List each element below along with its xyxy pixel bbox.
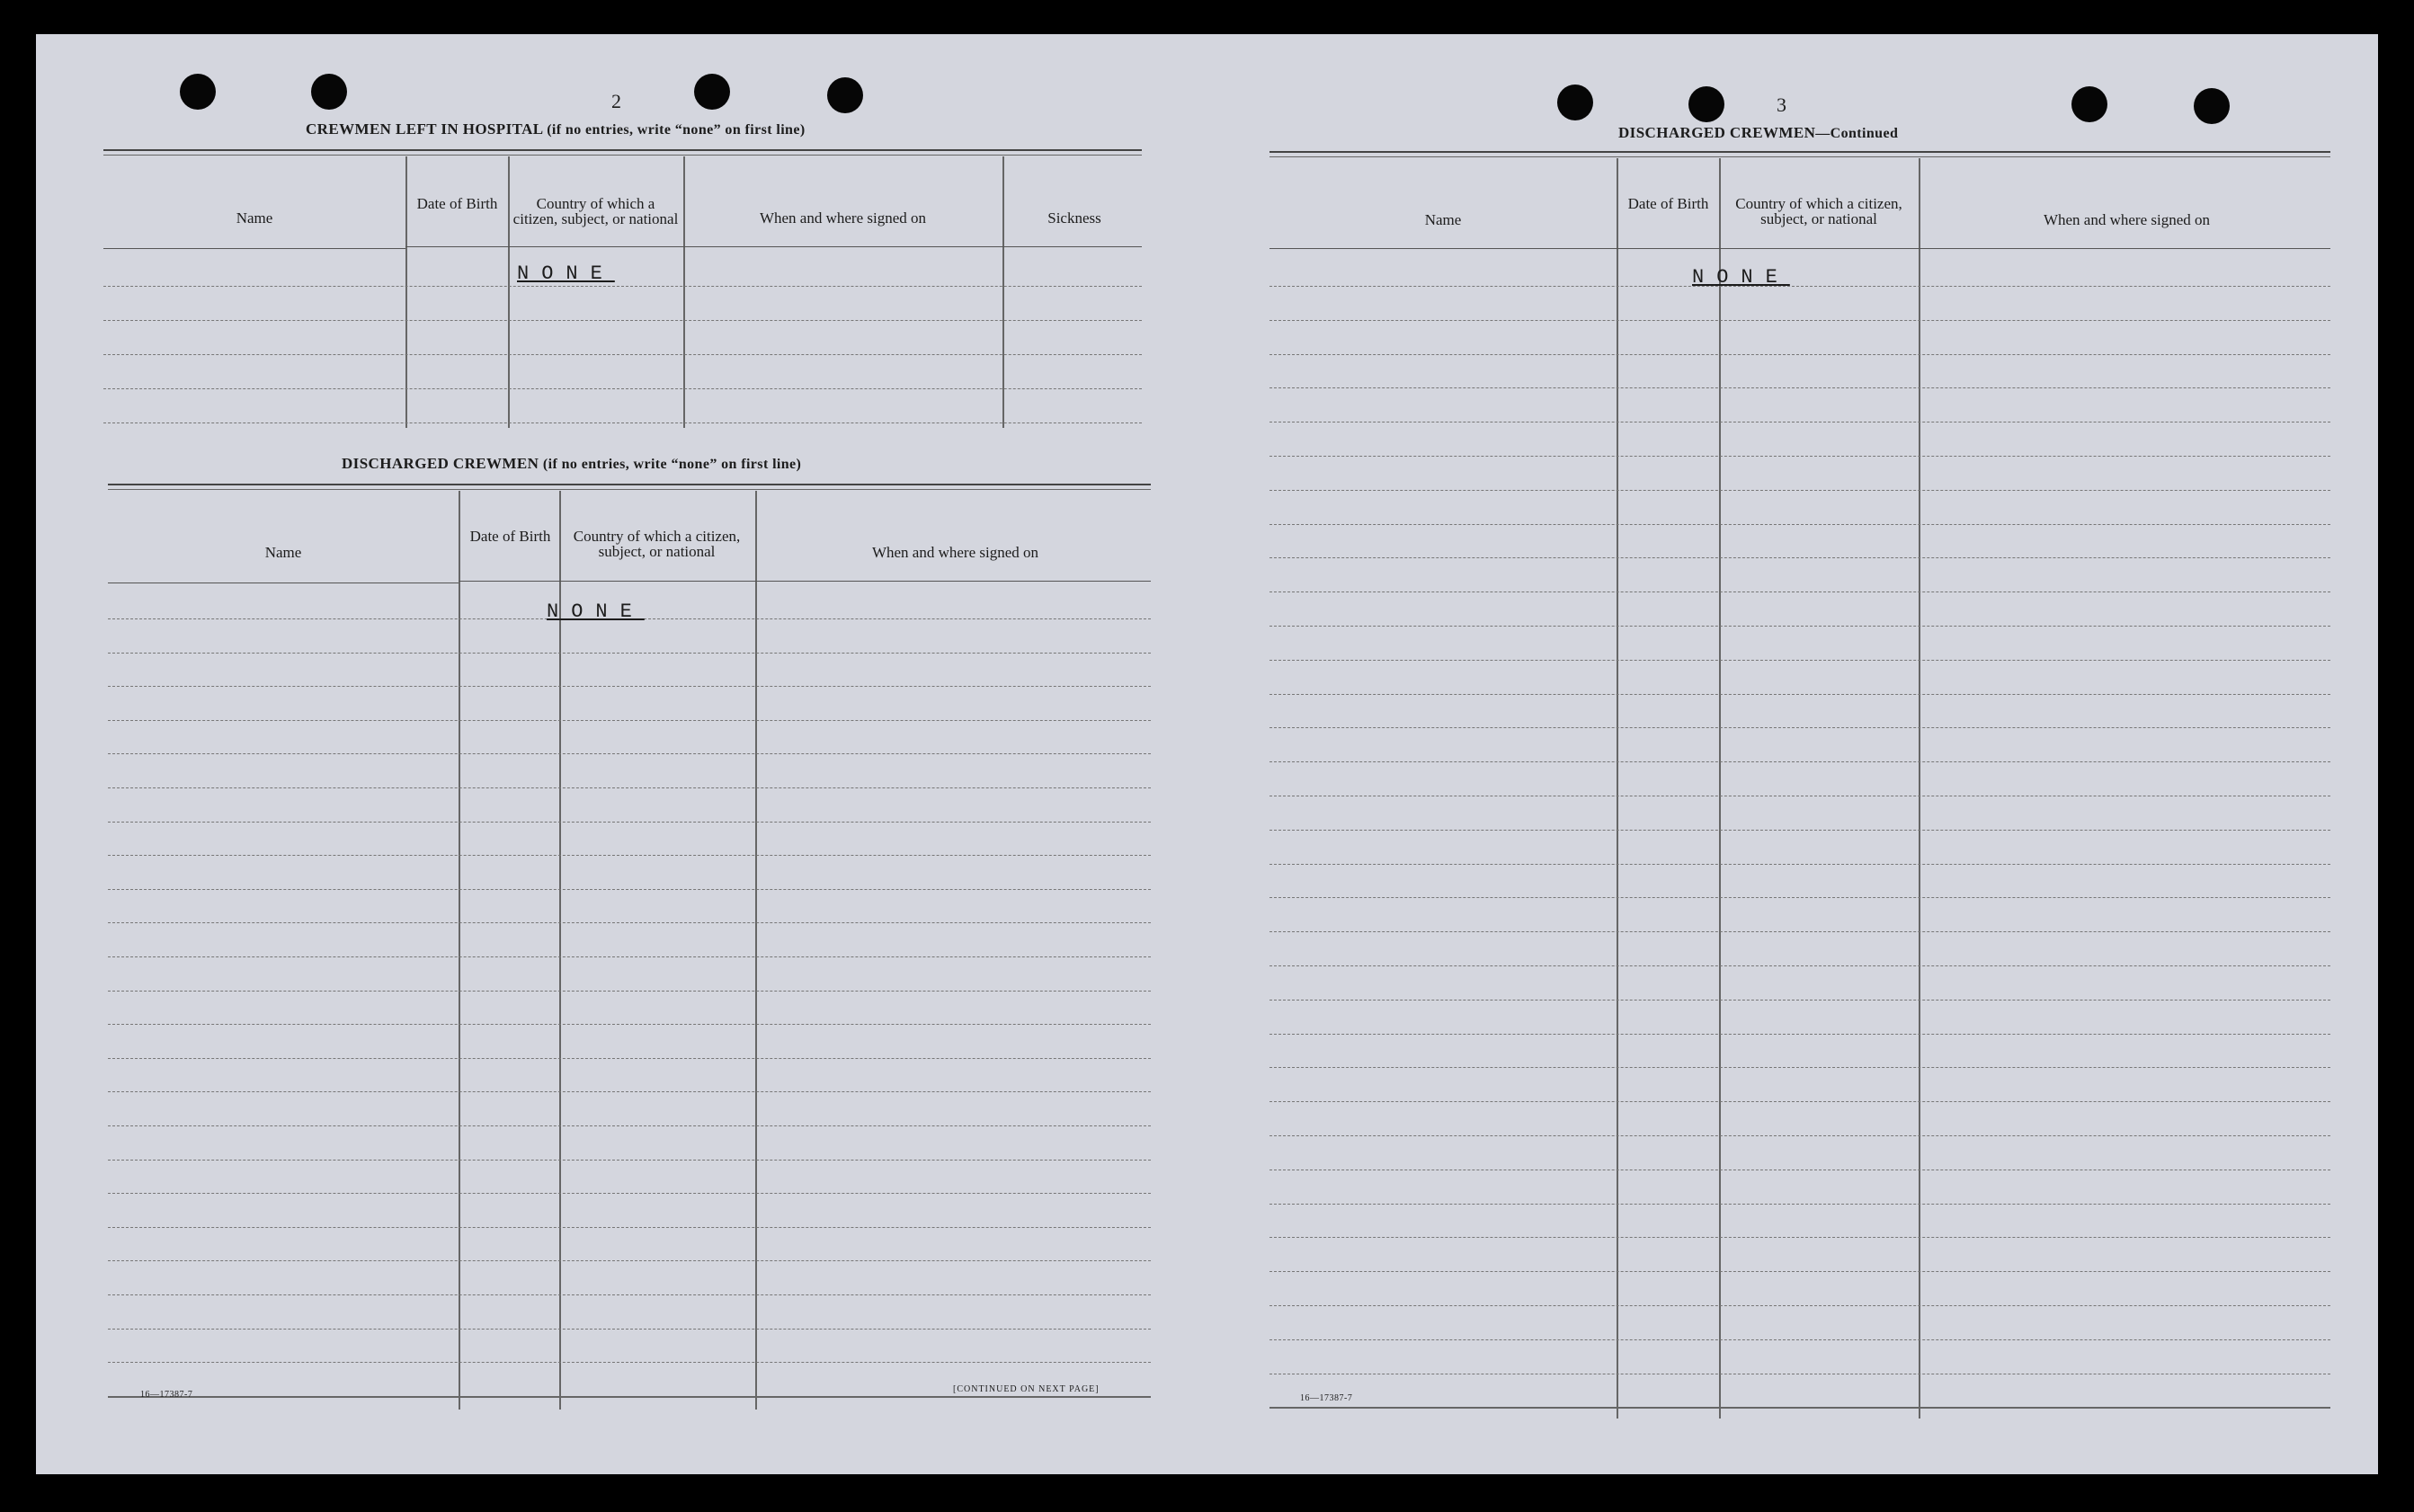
page-number-right: 3 — [1777, 93, 1786, 116]
ruled-line — [108, 653, 1151, 654]
ruled-line — [108, 1362, 1151, 1363]
hospital-section-title — [306, 120, 806, 138]
ruled-line — [108, 1396, 1151, 1398]
ruled-line — [1269, 1135, 2330, 1136]
ruled-line — [1269, 1034, 2330, 1035]
entry-none: NONE — [1692, 266, 1790, 289]
column-header-sickness: Sickness — [1047, 209, 1101, 227]
ruled-line — [1269, 524, 2330, 525]
ruled-line — [1269, 490, 2330, 491]
ruled-line — [108, 1260, 1151, 1261]
column-header-country: Country of which a citizen, subject, or national — [512, 195, 679, 227]
ruled-line — [1269, 1000, 2330, 1001]
document-sheet — [36, 34, 2378, 1474]
ruled-line — [108, 1160, 1151, 1161]
continued-suffix: —Continued — [1815, 126, 1899, 141]
ruled-line — [1269, 286, 2330, 287]
ruled-line — [108, 822, 1151, 823]
ruled-line — [1269, 660, 2330, 661]
column-header-name: Name — [1424, 211, 1462, 228]
ruled-line — [108, 753, 1151, 754]
ruled-line — [1269, 864, 2330, 865]
column-header-signed-on: When and where signed on — [759, 209, 927, 227]
column-header-country: Country of which a citizen, subject, or national — [573, 528, 741, 560]
ruled-line — [1269, 1067, 2330, 1068]
column-header-name: Name — [264, 544, 302, 561]
column-header-date-of-birth: Date of Birth — [469, 528, 551, 545]
ruled-line — [1269, 694, 2330, 695]
punch-hole — [2194, 88, 2230, 124]
ruled-line — [1269, 1204, 2330, 1205]
ruled-line — [1269, 897, 2330, 898]
ruled-line — [108, 787, 1151, 788]
ruled-line — [1269, 626, 2330, 627]
ruled-line — [1269, 727, 2330, 728]
discharged-title-note: (if no entries, write “none” on first line) — [542, 457, 802, 472]
ruled-line — [1269, 761, 2330, 762]
ruled-line — [108, 1024, 1151, 1025]
ruled-line — [1269, 1305, 2330, 1306]
ruled-line — [108, 686, 1151, 687]
ruled-line — [108, 855, 1151, 856]
ruled-line — [108, 1193, 1151, 1194]
discharged-continued-title-text: DISCHARGED CREWMEN — [1618, 124, 1816, 141]
punch-hole — [2071, 86, 2107, 122]
hospital-title-note: (if no entries, write “none” on first line) — [547, 122, 806, 138]
discharged-title-text: DISCHARGED CREWMEN — [342, 455, 539, 472]
column-header-date-of-birth: Date of Birth — [416, 195, 498, 212]
ruled-line — [108, 1329, 1151, 1330]
column-header-country: Country of which a citizen, subject, or national — [1735, 195, 1902, 227]
entry-none: NONE — [547, 600, 645, 623]
ruled-line — [108, 1125, 1151, 1126]
ruled-line — [108, 1091, 1151, 1092]
discharged-continued-title — [1618, 124, 1898, 142]
ruled-line — [1269, 965, 2330, 966]
ruled-line — [1269, 1271, 2330, 1272]
ruled-line — [1269, 830, 2330, 831]
ruled-line — [1269, 557, 2330, 558]
form-number-left: 16—17387-7 — [140, 1390, 193, 1400]
ruled-line — [1269, 931, 2330, 932]
ruled-line — [1269, 591, 2330, 592]
continued-note: [CONTINUED ON NEXT PAGE] — [953, 1384, 1100, 1394]
column-header-signed-on: When and where signed on — [2043, 211, 2211, 228]
form-number-right: 16—17387-7 — [1300, 1393, 1353, 1403]
page-number-left: 2 — [611, 90, 621, 112]
hospital-title-text: CREWMEN LEFT IN HOSPITAL — [306, 120, 543, 138]
punch-hole — [1557, 84, 1593, 120]
ruled-line — [108, 1294, 1151, 1295]
punch-hole — [1688, 86, 1724, 122]
ruled-line — [108, 1058, 1151, 1059]
ruled-line — [1269, 1407, 2330, 1409]
ruled-line — [108, 991, 1151, 992]
ruled-line — [1269, 1101, 2330, 1102]
punch-hole — [827, 77, 863, 113]
column-header-name: Name — [236, 209, 273, 227]
column-header-signed-on: When and where signed on — [871, 544, 1039, 561]
ruled-line — [108, 922, 1151, 923]
ruled-line — [108, 1227, 1151, 1228]
ruled-line — [108, 720, 1151, 721]
punch-hole — [311, 74, 347, 110]
ruled-line — [1269, 320, 2330, 321]
ruled-line — [1269, 456, 2330, 457]
ruled-line — [1269, 1339, 2330, 1340]
column-header-date-of-birth: Date of Birth — [1627, 195, 1709, 212]
discharged-section-title — [342, 455, 801, 473]
ruled-line — [1269, 1237, 2330, 1238]
entry-none: NONE — [517, 262, 615, 285]
ruled-line — [1269, 387, 2330, 388]
discharged-continued-table — [1269, 151, 2330, 1419]
ruled-line — [108, 889, 1151, 890]
ruled-line — [108, 956, 1151, 957]
punch-hole — [694, 74, 730, 110]
hospital-table — [103, 149, 1142, 428]
discharged-table — [108, 484, 1151, 1410]
punch-hole — [180, 74, 216, 110]
ruled-line — [1269, 354, 2330, 355]
